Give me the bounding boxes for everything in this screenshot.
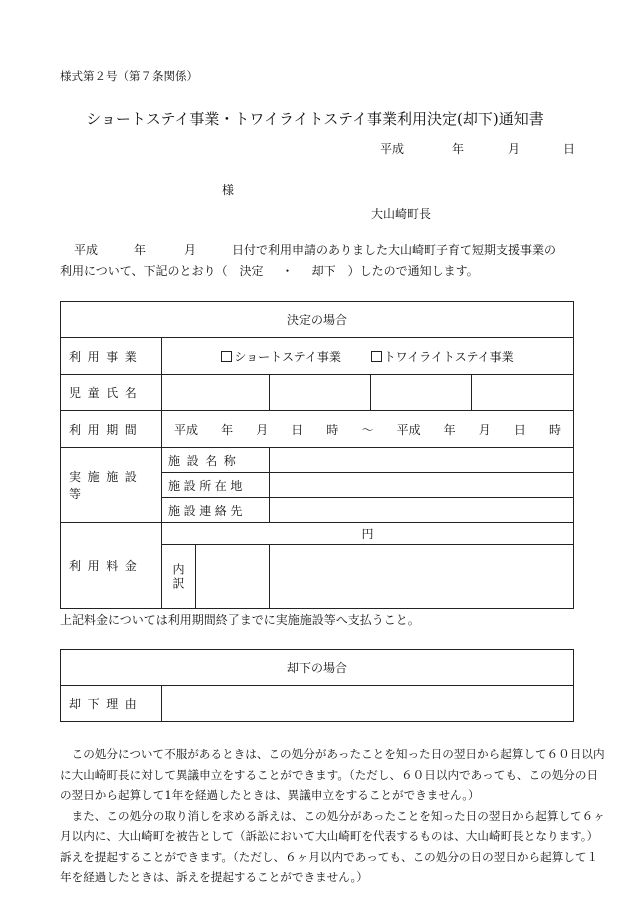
child-name-cell-3[interactable] bbox=[371, 375, 472, 411]
breakdown-label-cell bbox=[162, 545, 270, 609]
facility-contact-label: 施設連絡先 bbox=[162, 498, 270, 523]
rejection-option: 却下 bbox=[311, 264, 336, 278]
intro-line-2: 利用について、下記のとおり（ 決定 ・ 却下 ）したので通知します。 bbox=[60, 264, 479, 278]
child-name-cell-2[interactable] bbox=[270, 375, 371, 411]
fee-label: 利用料金 bbox=[61, 523, 162, 609]
appeal-line: 訴えを提起することができます。（ただし、６ヶ月以内であっても、この処分の日の翌日から起算して１ bbox=[60, 849, 599, 864]
form-number: 様式第２号（第７条関係） bbox=[60, 69, 198, 83]
intro-year: 年 bbox=[134, 243, 147, 257]
period-separator: ～ bbox=[361, 422, 374, 437]
date-day: 日 bbox=[563, 142, 576, 156]
service-options bbox=[162, 338, 574, 375]
payment-note: 上記料金については利用期間終了までに実施施設等へ支払うこと。 bbox=[60, 613, 420, 627]
twilight-stay-checkbox[interactable]: トワイライトステイ事業 bbox=[371, 350, 514, 364]
appeal-line: この処分について不服があるときは、この処分があったことを知った日の翌日から起算して６０日以内 bbox=[60, 747, 605, 761]
document-title: ショートステイ事業・トワイライトステイ事業利用決定(却下)通知書 bbox=[86, 110, 544, 128]
breakdown-field[interactable] bbox=[270, 545, 574, 609]
intro-line-1 bbox=[60, 240, 580, 261]
appeal-notice bbox=[60, 744, 605, 888]
fee-unit: 円 bbox=[361, 527, 374, 541]
appeal-line: また、この処分の取り消しを求める訴えは、この処分があったことを知った日の翌日から起算して６ヶ bbox=[60, 808, 605, 823]
child-name-label: 児童氏名 bbox=[61, 375, 162, 411]
short-stay-checkbox[interactable]: ショートステイ事業 bbox=[221, 350, 341, 364]
rejection-reason-label: 却下理由 bbox=[61, 686, 162, 722]
rejection-reason-field[interactable] bbox=[162, 686, 574, 722]
sender-name: 大山崎町長 bbox=[371, 207, 432, 221]
decision-header: 決定の場合 bbox=[61, 302, 574, 338]
service-label: 利用事業 bbox=[61, 338, 162, 375]
intro-rest: 日付で利用申請のありました大山崎町子育て短期支援事業の bbox=[232, 243, 557, 257]
period-field[interactable]: 平成 年 月 日 時 ～ 平成 年 月 日 時 bbox=[162, 411, 574, 448]
rejection-header: 却下の場合 bbox=[61, 650, 574, 686]
facility-address-field[interactable] bbox=[270, 473, 574, 498]
child-name-cell-1[interactable] bbox=[162, 375, 270, 411]
intro-era: 平成 bbox=[74, 243, 99, 257]
fee-amount-field[interactable] bbox=[162, 523, 574, 545]
date-year: 年 bbox=[452, 142, 465, 156]
appeal-line: 年を経過したときは、訴えを提起することができません。） bbox=[60, 870, 368, 884]
child-name-cell-4[interactable] bbox=[472, 375, 574, 411]
facility-name-field[interactable] bbox=[270, 448, 574, 473]
intro-month: 月 bbox=[184, 243, 197, 257]
date-era: 平成 bbox=[380, 142, 405, 156]
appeal-line: 月以内に、大山崎町を被告として（訴訟において大山崎町を代表するものは、大山崎町長となります。） bbox=[60, 829, 599, 843]
appeal-line: に大山崎町長に対して異議申立をすることができます。（ただし、６０日以内であっても、この処分の日 bbox=[60, 767, 599, 782]
decision-option: 決定 bbox=[239, 264, 264, 278]
rejection-table bbox=[60, 649, 574, 722]
date-month: 月 bbox=[508, 142, 521, 156]
facility-label: 実施施設等 bbox=[61, 448, 162, 523]
period-label: 利用期間 bbox=[61, 411, 162, 448]
facility-contact-field[interactable] bbox=[270, 498, 574, 523]
breakdown-label: 内訳 bbox=[171, 562, 185, 591]
facility-address-label: 施設所在地 bbox=[162, 473, 270, 498]
intro-paragraph bbox=[60, 240, 580, 282]
appeal-line: の翌日から起算して1年を経過したときは、異議申立をすることができません。） bbox=[60, 788, 480, 802]
decision-table bbox=[60, 301, 574, 609]
addressee-suffix: 様 bbox=[222, 183, 235, 197]
facility-name-label: 施設名称 bbox=[162, 448, 270, 473]
